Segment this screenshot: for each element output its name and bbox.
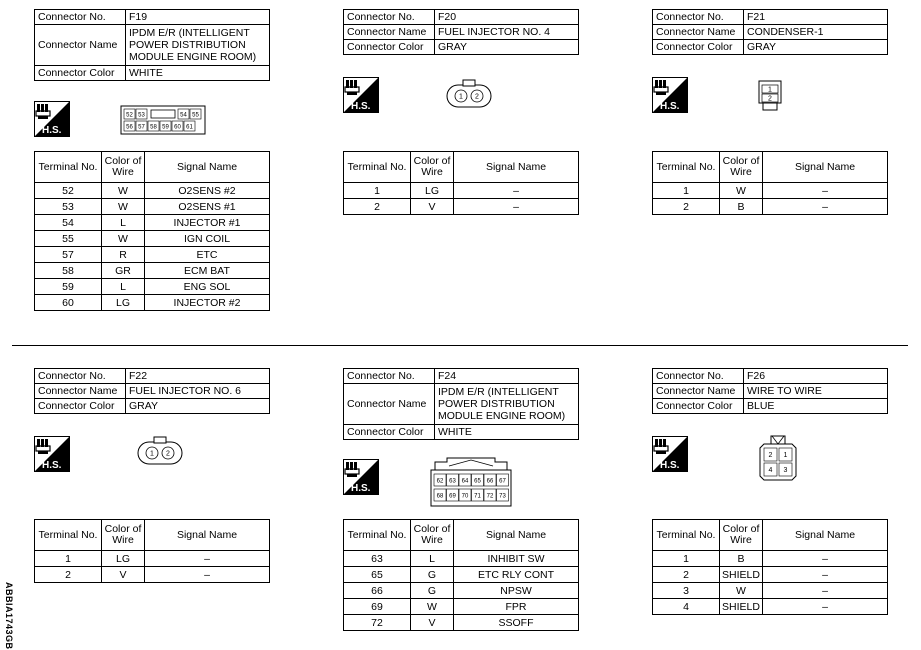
table-row — [344, 551, 579, 567]
signal-name-cell: ETC — [145, 247, 270, 263]
table-row — [35, 183, 270, 199]
wire-color-cell: V — [411, 199, 454, 215]
wire-color-header: Color of Wire — [411, 152, 454, 183]
wire-color-cell: LG — [102, 295, 145, 311]
table-row — [35, 231, 270, 247]
terminal-no-header: Terminal No. — [344, 152, 411, 183]
pin-label: 1 — [768, 86, 772, 94]
harness-side-icon — [343, 459, 383, 499]
pin-label: 1 — [783, 452, 788, 459]
signal-name-cell: – — [763, 199, 888, 215]
terminal-table — [34, 151, 270, 311]
connector-no-label: Connector No. — [344, 10, 435, 25]
connector-panel-f20 — [343, 9, 579, 213]
hs-label: H.S. — [351, 101, 371, 112]
terminal-no-cell: 54 — [35, 215, 102, 231]
table-row — [653, 183, 888, 199]
hs-label: H.S. — [660, 101, 680, 112]
connector-color-label: Connector Color — [35, 66, 126, 81]
signal-name-cell: – — [763, 183, 888, 199]
terminal-no-cell: 1 — [344, 183, 411, 199]
wire-color-cell: W — [102, 183, 145, 199]
wire-color-header: Color of Wire — [720, 152, 763, 183]
signal-name-cell: – — [763, 567, 888, 583]
connector-name-value: FUEL INJECTOR NO. 4 — [435, 25, 579, 40]
signal-name-cell: O2SENS #1 — [145, 199, 270, 215]
hs-label: H.S. — [42, 125, 62, 136]
harness-side-icon — [652, 436, 692, 476]
wire-color-cell: R — [102, 247, 145, 263]
connector-color-value: WHITE — [435, 425, 579, 440]
signal-name-cell: NPSW — [454, 583, 579, 599]
terminal-no-header: Terminal No. — [35, 152, 102, 183]
signal-name-cell: – — [763, 599, 888, 615]
wire-color-cell: V — [102, 567, 145, 583]
connector-color-label: Connector Color — [344, 40, 435, 55]
pin-label: 68 — [436, 493, 444, 500]
connector-no-label: Connector No. — [653, 369, 744, 384]
table-row — [35, 295, 270, 311]
connector-info-table — [34, 368, 270, 414]
connector-name-label: Connector Name — [344, 384, 435, 425]
pin-label: 70 — [461, 493, 469, 500]
document-code: ABBIA1743GB — [4, 582, 14, 650]
wire-color-cell: W — [411, 599, 454, 615]
pin-label: 2 — [475, 93, 479, 101]
pin-label: 2 — [768, 95, 772, 103]
connector-name-label: Connector Name — [35, 25, 126, 66]
terminal-no-cell: 1 — [653, 551, 720, 567]
harness-side-icon — [343, 77, 383, 117]
connector-name-value: FUEL INJECTOR NO. 6 — [126, 384, 270, 399]
signal-name-cell: SSOFF — [454, 615, 579, 631]
terminal-no-cell: 3 — [653, 583, 720, 599]
connector-no-value: F24 — [435, 369, 579, 384]
connector-face-f21 — [756, 79, 786, 113]
connector-color-label: Connector Color — [35, 399, 126, 414]
connector-color-label: Connector Color — [344, 425, 435, 440]
table-row — [35, 263, 270, 279]
connector-panel-f26 — [652, 368, 888, 613]
pin-label: 52 — [126, 112, 133, 119]
wire-color-cell: SHIELD — [720, 599, 763, 615]
pin-label: 73 — [499, 493, 506, 500]
connector-info-table — [652, 9, 888, 55]
hs-label: H.S. — [42, 460, 62, 471]
harness-side-icon — [652, 77, 692, 117]
table-row — [35, 279, 270, 295]
pin-label: 3 — [783, 467, 788, 474]
wire-color-cell: B — [720, 199, 763, 215]
wire-color-cell: L — [102, 215, 145, 231]
table-row — [653, 599, 888, 615]
terminal-table — [652, 519, 888, 615]
terminal-no-cell: 55 — [35, 231, 102, 247]
harness-side-icon — [34, 101, 74, 141]
pin-label: 72 — [486, 493, 494, 500]
connector-name-label: Connector Name — [653, 384, 744, 399]
terminal-no-cell: 1 — [35, 551, 102, 567]
terminal-no-cell: 2 — [35, 567, 102, 583]
wire-color-cell: GR — [102, 263, 145, 279]
hs-label: H.S. — [351, 483, 371, 494]
terminal-no-cell: 4 — [653, 599, 720, 615]
wire-color-cell: W — [720, 583, 763, 599]
terminal-no-cell: 63 — [344, 551, 411, 567]
terminal-no-header: Terminal No. — [344, 520, 411, 551]
connector-name-value: IPDM E/R (INTELLIGENT POWER DISTRIBUTION MODULE ENGINE ROOM) — [435, 384, 579, 425]
connector-panel-f19 — [34, 9, 270, 309]
connector-color-label: Connector Color — [653, 40, 744, 55]
table-row — [35, 199, 270, 215]
section-divider — [12, 345, 908, 346]
connector-name-value: WIRE TO WIRE — [744, 384, 888, 399]
wire-color-cell: W — [102, 231, 145, 247]
connector-no-value: F26 — [744, 369, 888, 384]
connector-name-label: Connector Name — [35, 384, 126, 399]
connector-no-label: Connector No. — [653, 10, 744, 25]
connector-info-table — [343, 368, 579, 440]
connector-no-label: Connector No. — [35, 10, 126, 25]
pin-label: 63 — [449, 478, 456, 485]
pin-label: 69 — [449, 493, 456, 500]
terminal-no-cell: 53 — [35, 199, 102, 215]
table-row — [344, 615, 579, 631]
wire-color-cell: V — [411, 615, 454, 631]
signal-name-header: Signal Name — [454, 152, 579, 183]
signal-name-cell: FPR — [454, 599, 579, 615]
signal-name-cell: – — [145, 567, 270, 583]
wire-color-cell: G — [411, 567, 454, 583]
signal-name-cell: ETC RLY CONT — [454, 567, 579, 583]
pin-label: 1 — [150, 450, 154, 458]
signal-name-cell: ENG SOL — [145, 279, 270, 295]
signal-name-cell: IGN COIL — [145, 231, 270, 247]
table-row — [344, 183, 579, 199]
table-row — [653, 567, 888, 583]
signal-name-cell: – — [454, 183, 579, 199]
connector-color-value: GRAY — [744, 40, 888, 55]
wire-color-cell: G — [411, 583, 454, 599]
wire-color-cell: L — [102, 279, 145, 295]
connector-no-value: F19 — [126, 10, 270, 25]
pin-label: 71 — [474, 493, 481, 500]
signal-name-cell: – — [454, 199, 579, 215]
terminal-table — [343, 519, 579, 631]
terminal-no-header: Terminal No. — [35, 520, 102, 551]
wire-color-header: Color of Wire — [102, 152, 145, 183]
terminal-no-cell: 57 — [35, 247, 102, 263]
terminal-no-cell: 60 — [35, 295, 102, 311]
terminal-table — [343, 151, 579, 215]
signal-name-cell: INHIBIT SW — [454, 551, 579, 567]
table-row — [653, 583, 888, 599]
connector-color-label: Connector Color — [653, 399, 744, 414]
signal-name-header: Signal Name — [145, 520, 270, 551]
connector-panel-f22 — [34, 368, 270, 581]
connector-info-table — [34, 9, 270, 81]
signal-name-header: Signal Name — [454, 520, 579, 551]
terminal-no-cell: 66 — [344, 583, 411, 599]
pin-label: 65 — [474, 478, 481, 485]
connector-panel-f24 — [343, 368, 579, 629]
pin-label: 67 — [499, 478, 506, 485]
terminal-no-header: Terminal No. — [653, 520, 720, 551]
signal-name-cell: – — [763, 551, 888, 567]
pin-label: 2 — [768, 452, 773, 459]
terminal-table — [34, 519, 270, 583]
hs-label: H.S. — [660, 460, 680, 471]
signal-name-header: Signal Name — [763, 520, 888, 551]
terminal-no-cell: 2 — [653, 199, 720, 215]
pin-label: 64 — [461, 478, 469, 485]
connector-color-value: BLUE — [744, 399, 888, 414]
signal-name-header: Signal Name — [145, 152, 270, 183]
table-row — [35, 215, 270, 231]
table-row — [653, 551, 888, 567]
signal-name-cell: – — [145, 551, 270, 567]
connector-no-label: Connector No. — [35, 369, 126, 384]
signal-name-cell: – — [763, 583, 888, 599]
terminal-table — [652, 151, 888, 215]
wire-color-cell: L — [411, 551, 454, 567]
signal-name-header: Signal Name — [763, 152, 888, 183]
table-row — [35, 247, 270, 263]
connector-face-f22 — [136, 436, 186, 468]
wire-color-header: Color of Wire — [102, 520, 145, 551]
connector-no-label: Connector No. — [344, 369, 435, 384]
connector-color-value: WHITE — [126, 66, 270, 81]
terminal-no-cell: 72 — [344, 615, 411, 631]
connector-no-value: F22 — [126, 369, 270, 384]
terminal-no-cell: 1 — [653, 183, 720, 199]
pin-label: 54 — [180, 112, 187, 119]
connector-face-f19 — [120, 105, 210, 139]
terminal-no-cell: 59 — [35, 279, 102, 295]
connector-name-value: CONDENSER-1 — [744, 25, 888, 40]
connector-no-value: F21 — [744, 10, 888, 25]
pin-label: 62 — [436, 478, 444, 485]
table-row — [344, 199, 579, 215]
harness-side-icon — [34, 436, 74, 476]
terminal-no-cell: 69 — [344, 599, 411, 615]
connector-info-table — [652, 368, 888, 414]
pin-label: 1 — [459, 93, 463, 101]
pin-label: 58 — [150, 124, 157, 131]
pin-label: 55 — [192, 112, 199, 119]
wire-color-header: Color of Wire — [720, 520, 763, 551]
pin-label: 57 — [138, 124, 145, 131]
connector-face-f20 — [445, 79, 495, 111]
signal-name-cell: ECM BAT — [145, 263, 270, 279]
table-row — [344, 583, 579, 599]
pin-label: 53 — [138, 112, 145, 119]
pin-label: 2 — [166, 450, 170, 458]
terminal-no-cell: 2 — [653, 567, 720, 583]
table-row — [35, 567, 270, 583]
connector-color-value: GRAY — [435, 40, 579, 55]
pin-label: 61 — [186, 124, 193, 131]
signal-name-cell: O2SENS #2 — [145, 183, 270, 199]
wire-color-cell: W — [102, 199, 145, 215]
connector-info-table — [343, 9, 579, 55]
connector-name-label: Connector Name — [653, 25, 744, 40]
pin-label: 60 — [174, 124, 181, 131]
connector-face-f24 — [429, 456, 519, 508]
wire-color-cell: SHIELD — [720, 567, 763, 583]
connector-panel-f21 — [652, 9, 888, 213]
pin-label: 56 — [126, 124, 133, 131]
wire-color-header: Color of Wire — [411, 520, 454, 551]
table-row — [35, 551, 270, 567]
table-row — [344, 567, 579, 583]
wire-color-cell: LG — [102, 551, 145, 567]
pin-label: 4 — [768, 467, 773, 474]
connector-no-value: F20 — [435, 10, 579, 25]
connector-name-value: IPDM E/R (INTELLIGENT POWER DISTRIBUTION MODULE ENGINE ROOM) — [126, 25, 270, 66]
wire-color-cell: LG — [411, 183, 454, 199]
terminal-no-cell: 58 — [35, 263, 102, 279]
table-row — [344, 599, 579, 615]
connector-name-label: Connector Name — [344, 25, 435, 40]
table-row — [653, 199, 888, 215]
signal-name-cell: INJECTOR #2 — [145, 295, 270, 311]
terminal-no-header: Terminal No. — [653, 152, 720, 183]
signal-name-cell: INJECTOR #1 — [145, 215, 270, 231]
pin-label: 59 — [162, 124, 169, 131]
connector-face-f26 — [758, 434, 802, 484]
connector-color-value: GRAY — [126, 399, 270, 414]
wire-color-cell: W — [720, 183, 763, 199]
pin-label: 66 — [486, 478, 494, 485]
terminal-no-cell: 2 — [344, 199, 411, 215]
terminal-no-cell: 65 — [344, 567, 411, 583]
wire-color-cell: B — [720, 551, 763, 567]
terminal-no-cell: 52 — [35, 183, 102, 199]
